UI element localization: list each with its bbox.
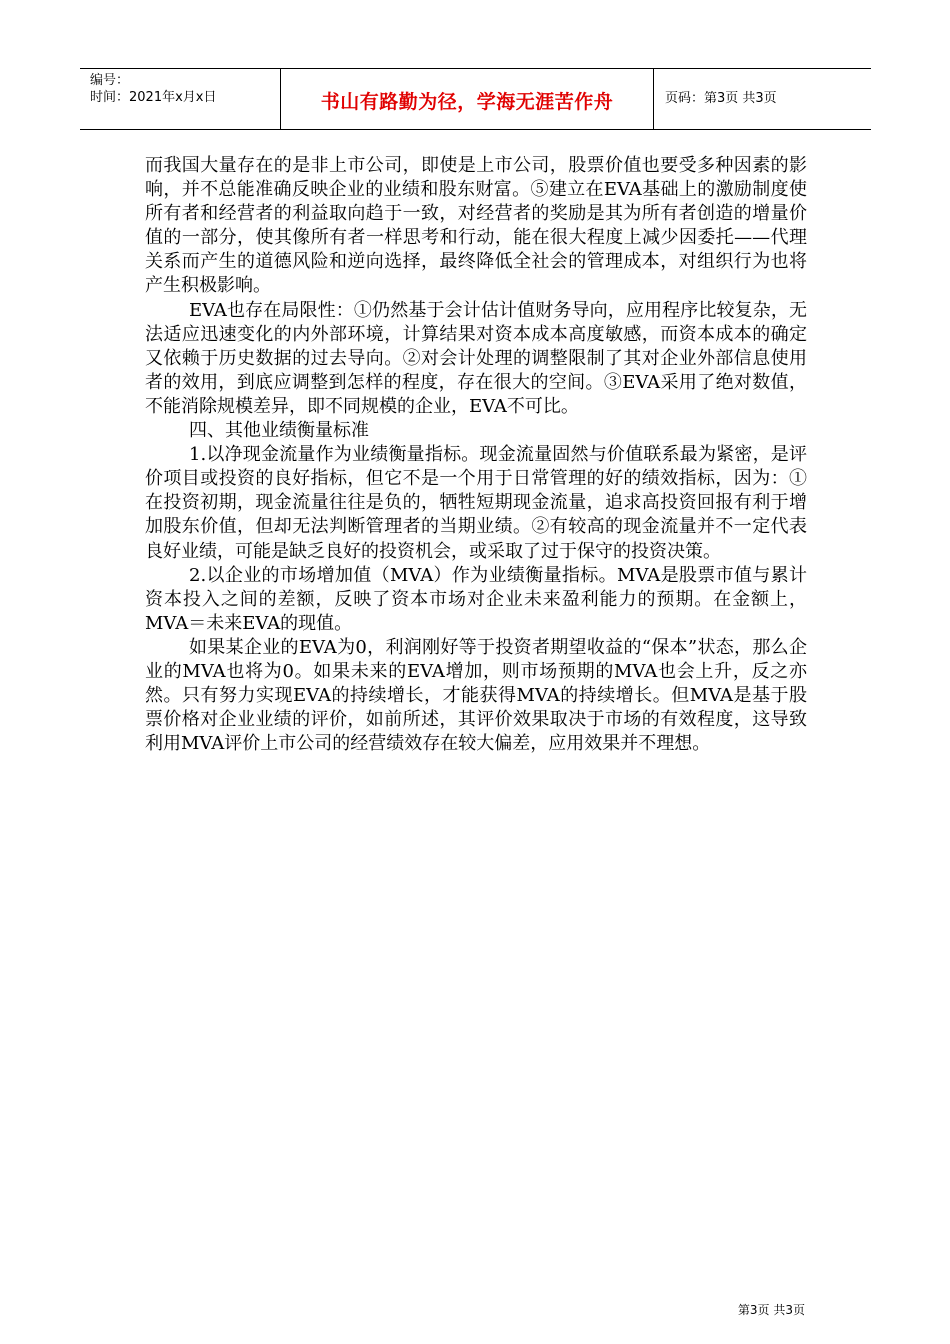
page-header xyxy=(80,68,871,130)
paragraph: 如果某企业的EVA为0，利润刚好等于投资者期望收益的“保本”状态，那么企业的MVA也将为0。如果未来的EVA增加，则市场预期的MVA也会上升，反之亦然。只有努力实现EVA的持续增长，才能获得MVA的持续增长。但MVA是基于股票价格对企业业绩的评价，如前所述，其评价效果取决于市场的有效程度，这导致利用MVA评价上市公司的经营绩效存在较大偏差，应用效果并不理想。 xyxy=(145,636,807,755)
paragraph: 1.以净现金流量作为业绩衡量指标。现金流量固然与价值联系最为紧密，是评价项目或投资的良好指标，但它不是一个用于日常管理的好的绩效指标，因为：①在投资初期，现金流量往往是负的，牺牲短期现金流量，追求高投资回报有利于增加股东价值，但却无法判断管理者的当期业绩。②有较高的现金流量并不一定代表良好业绩，可能是缺乏良好的投资机会，或采取了过于保守的投资决策。 xyxy=(145,444,807,562)
paragraph: 2.以企业的市场增加值（MVA）作为业绩衡量指标。MVA是股票市值与累计资本投入之间的差额，反映了资本市场对企业未来盈利能力的预期。在金额上，MVA＝未来EVA的现值。 xyxy=(145,564,807,634)
document-number: 编号： xyxy=(90,73,130,88)
document-body xyxy=(145,154,807,756)
header-middle-cell xyxy=(280,69,654,129)
document-time: 时间：2021年x月x日 xyxy=(90,90,217,105)
section-heading: 四、其他业绩衡量标准 xyxy=(189,420,369,442)
paragraph: EVA也存在局限性：①仍然基于会计估计值财务导向，应用程序比较复杂，无法适应迅速变化的内外部环境，计算结果对资本成本高度敏感，而资本成本的确定又依赖于历史数据的过去导向。②对会计处理的调整限制了其对企业外部信息使用者的效用，到底应调整到怎样的程度，存在很大的空间。③EVA采用了绝对数值，不能消除规模差异，即不同规模的企业，EVA不可比。 xyxy=(145,299,807,417)
header-motto: 书山有路勤为径，学海无涯苦作舟 xyxy=(320,91,614,113)
header-page-code: 页码：第3页 共3页 xyxy=(665,91,777,106)
header-right-cell xyxy=(653,69,871,129)
header-left-cell xyxy=(80,69,280,129)
paragraph: 而我国大量存在的是非上市公司，即使是上市公司，股票价值也要受多种因素的影响，并不总能准确反映企业的业绩和股东财富。⑤建立在EVA基础上的激励制度使所有者和经营者的利益取向趋于一致，对经营者的奖励是其为所有者创造的增量价值的一部分，使其像所有者一样思考和行动，能在很大程度上减少因委托——代理关系而产生的道德风险和逆向选择，最终降低全社会的管理成本，对组织行为也将产生积极影响。 xyxy=(145,155,807,297)
page-footer: 第3页 共3页 xyxy=(737,1303,805,1317)
